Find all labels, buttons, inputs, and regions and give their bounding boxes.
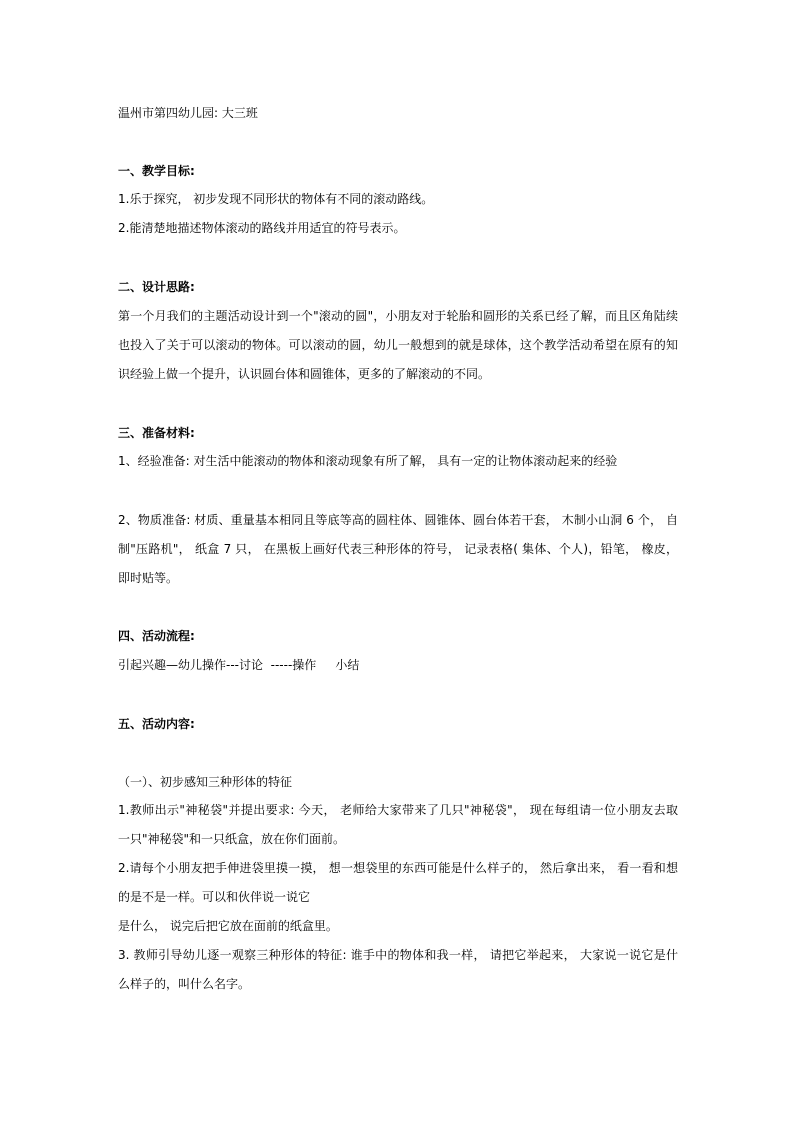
content-line: 么样子的，叫什么名字。 — [118, 977, 251, 991]
content-line: 3. 教师引导幼儿逐一观察三种形体的特征: 谁手中的物体和我一样， 请把它举起来， 大家说一说它是什 — [118, 948, 678, 962]
materials-physical-line: 制"压路机"， 纸盒 7 只， 在黑板上画好代表三种形体的符号， 记录表格( 集体、个人)，铅笔， 橡皮， — [118, 542, 678, 556]
content-subtitle: （一）、初步感知三种形体的特征 — [118, 775, 293, 789]
section-title-design: 二、设计思路: — [118, 280, 195, 294]
design-paragraph-line: 识经验上做一个提升，认识圆台体和圆锥体，更多的了解滚动的不同。 — [118, 367, 491, 381]
content-line: 一只"神秘袋"和一只纸盒，放在你们面前。 — [118, 832, 346, 846]
school-class-header: 温州市第四幼儿园: 大三班 — [118, 106, 258, 120]
materials-physical-line: 即时贴等。 — [118, 571, 179, 585]
materials-physical-line: 2、物质准备: 材质、重量基本相同且等底等高的圆柱体、圆锥体、圆台体若干套， 木制小山洞 6 个， 自 — [118, 513, 678, 527]
flow-text: 引起兴趣—幼儿操作---讨论 -----操作 小结 — [118, 658, 360, 672]
goal-item-1: 1.乐于探究， 初步发现不同形状的物体有不同的滚动路线。 — [118, 192, 434, 206]
content-line: 1.教师出示"神秘袋"并提出要求: 今天， 老师给大家带来了几只"神秘袋"， 现在每组请一位小朋友去取 — [118, 803, 678, 817]
section-title-goals: 一、教学目标: — [118, 164, 195, 178]
goal-item-2: 2.能清楚地描述物体滚动的路线并用适宜的符号表示。 — [118, 221, 406, 235]
section-title-flow: 四、活动流程: — [118, 629, 195, 643]
content-line: 的是不是一样。可以和伙伴说一说它 — [118, 890, 311, 904]
materials-experience: 1、经验准备: 对生活中能滚动的物体和滚动现象有所了解， 具有一定的让物体滚动起来的经验 — [118, 454, 618, 468]
design-paragraph-line: 也投入了关于可以滚动的物体。可以滚动的圆，幼儿一般想到的就是球体，这个教学活动希望在原有的知 — [118, 338, 678, 352]
content-line: 2.请每个小朋友把手伸进袋里摸一摸， 想一想袋里的东西可能是什么样子的， 然后拿出来， 看一看和想 — [118, 861, 678, 875]
design-paragraph-line: 第一个月我们的主题活动设计到一个"滚动的圆"，小朋友对于轮胎和圆形的关系已经了解，而且区角陆续 — [118, 309, 678, 323]
content-line: 是什么， 说完后把它放在面前的纸盒里。 — [118, 919, 338, 933]
section-title-materials: 三、准备材料: — [118, 426, 195, 440]
section-title-content: 五、活动内容: — [118, 717, 195, 731]
